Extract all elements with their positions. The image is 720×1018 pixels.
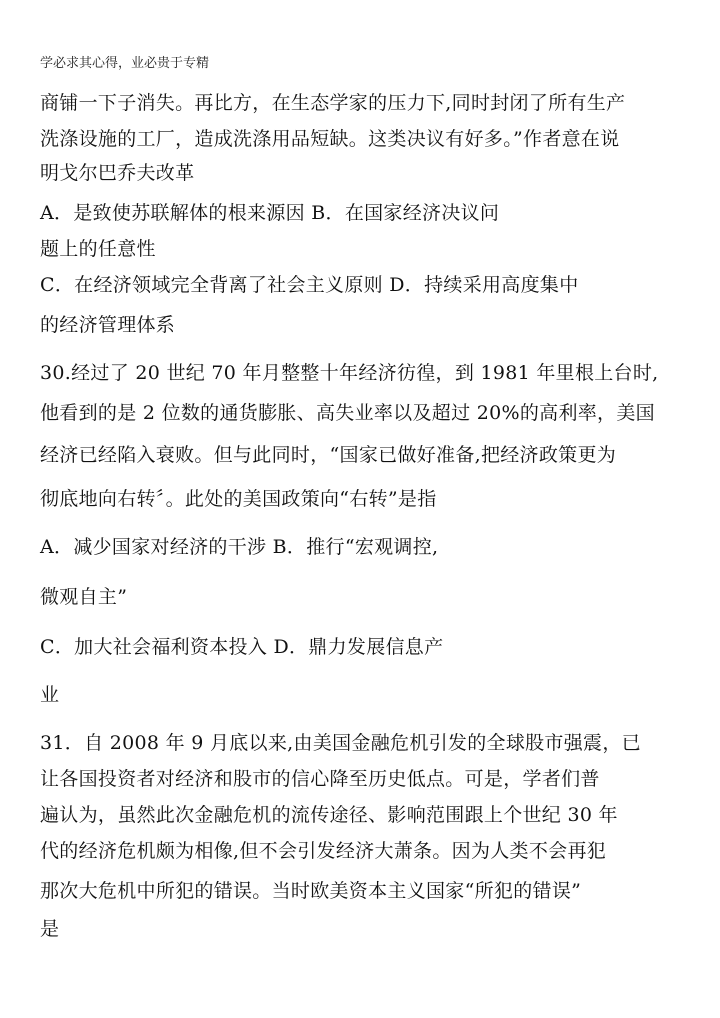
option-line: 业 [40,684,60,706]
question-line: 彻底地向右转〞。此处的美国政策向“右转”是指 [40,488,437,510]
question-line: 31．自 2008 年 9 月底以来,由美国金融危机引发的全球股市强震，已 [40,732,641,754]
question-line: 是 [40,918,60,940]
question-line: 让各国投资者对经济和股市的信心降至历史低点。可是，学者们普 [40,768,600,790]
option-line: A．减少国家对经济的干涉 B．推行“宏观调控, [40,536,439,558]
page-header: 学必求其心得，业必贵于专精 [40,56,210,71]
text-line: 洗涤设施的工厂，造成洗涤用品短缺。这类决议有好多。”作者意在说 [40,128,620,150]
question-line: 遍认为，虽然此次金融危机的流传途径、影响范围跟上个世纪 30 年 [40,804,618,826]
text-line: 商铺一下子消失。再比方，在生态学家的压力下,同时封闭了所有生产 [40,92,626,114]
option-line: 微观自主” [40,586,128,608]
text-line: 明戈尔巴乔夫改革 [40,162,195,184]
option-line: C．加大社会福利资本投入 D．鼎力发展信息产 [40,636,444,658]
option-line: 的经济管理体系 [40,314,176,336]
question-line: 30.经过了 20 世纪 70 年月整整十年经济彷徨，到 1981 年里根上台时, [40,362,659,384]
question-line: 他看到的是 2 位数的通货膨胀、高失业率以及超过 20%的高利率，美国 [40,402,655,424]
question-line: 经济已经陷入衰败。但与此同时，“国家已做好准备,把经济政策更为 [40,444,617,466]
option-line: A．是致使苏联解体的根来源因 B．在国家经济决议问 [40,202,500,224]
option-line: C．在经济领域完全背离了社会主义原则 D．持续采用高度集中 [40,274,579,296]
option-line: 题上的任意性 [40,238,156,260]
question-line: 那次大危机中所犯的错误。当时欧美资本主义国家“所犯的错误” [40,880,582,902]
question-line: 代的经济危机颇为相像,但不会引发经济大萧条。因为人类不会再犯 [40,840,607,862]
